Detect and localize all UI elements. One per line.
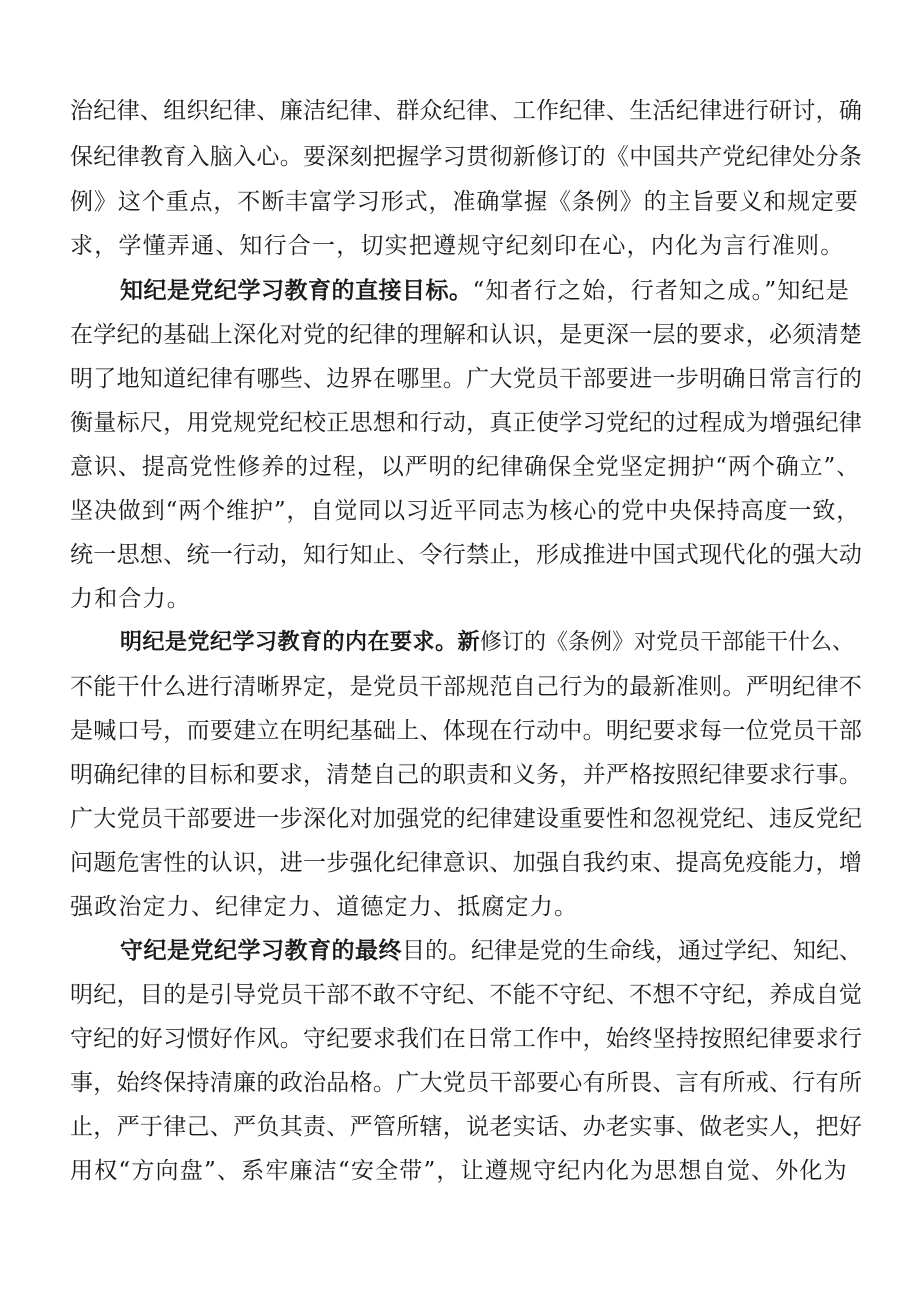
text-line: 坚决做到“两个维护”，自觉同以习近平同志为核心的党中央保持高度一致， [70, 498, 861, 524]
text-span: 目的。纪律是党的生命线，通过学纪、知纪、 [402, 938, 862, 964]
text-line: 在学纪的基础上深化对党的纪律的理解和认识，是更深一层的要求，必须清楚 [70, 322, 863, 348]
text-line: 广大党员干部要进一步深化对加强党的纪律建设重要性和忽视党纪、违反党纪 [70, 806, 863, 832]
text-line: 意识、提高党性修养的过程，以严明的纪律确保全党坚定拥护“两个确立”、 [70, 454, 861, 480]
text-line: 衡量标尺，用党规党纪校正思想和行动，真正使学习党纪的过程成为增强纪律 [70, 410, 863, 436]
text-line: 不能干什么进行清晰界定，是党员干部规范自己行为的最新准则。严明纪律不 [70, 674, 863, 700]
paragraph-first-line [120, 628, 854, 658]
paragraph-heading: 守纪是党纪学习教育的最终 [120, 938, 402, 964]
text-line: 守纪的好习惯好作风。守纪要求我们在日常工作中，始终坚持按照纪律要求行 [70, 1026, 863, 1052]
text-line: 力和合力。 [70, 586, 191, 612]
text-line: 治纪律、组织纪律、廉洁纪律、群众纪律、工作纪律、生活纪律进行研讨，确 [70, 98, 863, 124]
text-span: “知者行之始，行者知之成。”知纪是 [472, 278, 850, 304]
text-line: 是喊口号，而要建立在明纪基础上、体现在行动中。明纪要求每一位党员干部 [70, 718, 863, 744]
text-line: 统一思想、统一行动，知行知止、令行禁止，形成推进中国式现代化的强大动 [70, 542, 863, 568]
text-line: 明了地知道纪律有哪些、边界在哪里。广大党员干部要进一步明确日常言行的 [70, 366, 863, 392]
paragraph-first-line [120, 936, 862, 966]
text-line: 事，始终保持清廉的政治品格。广大党员干部要心有所畏、言有所戒、行有所 [70, 1070, 863, 1096]
paragraph-heading: 明纪是党纪学习教育的内在要求。新 [120, 630, 481, 655]
text-line: 止，严于律己、严负其责、严管所辖，说老实话、办老实事、做老实人，把好 [70, 1114, 863, 1140]
text-span: 修订的《条例》对党员干部能干什么、 [480, 630, 855, 655]
text-line: 问题危害性的认识，进一步强化纪律意识、加强自我约束、提高免疫能力，增 [70, 850, 863, 876]
text-line: 明确纪律的目标和要求，清楚自己的职责和义务，并严格按照纪律要求行事。 [70, 762, 863, 788]
paragraph-heading: 知纪是党纪学习教育的直接目标。 [120, 278, 473, 304]
text-line: 明纪，目的是引导党员干部不敢不守纪、不能不守纪、不想不守纪，养成自觉 [70, 982, 863, 1008]
paragraph-first-line [120, 276, 850, 306]
text-line: 例》这个重点，不断丰富学习形式，准确掌握《条例》的主旨要义和规定要 [70, 189, 859, 215]
text-line: 用权“方向盘”、系牢廉洁“安全带”，让遵规守纪内化为思想自觉、外化为 [70, 1158, 848, 1184]
text-line: 保纪律教育入脑入心。要深刻把握学习贯彻新修订的《中国共产党纪律处分条 [70, 144, 863, 170]
text-line: 求，学懂弄通、知行合一，切实把遵规守纪刻印在心，内化为言行准则。 [70, 233, 845, 259]
text-line: 强政治定力、纪律定力、道德定力、抵腐定力。 [70, 894, 579, 920]
